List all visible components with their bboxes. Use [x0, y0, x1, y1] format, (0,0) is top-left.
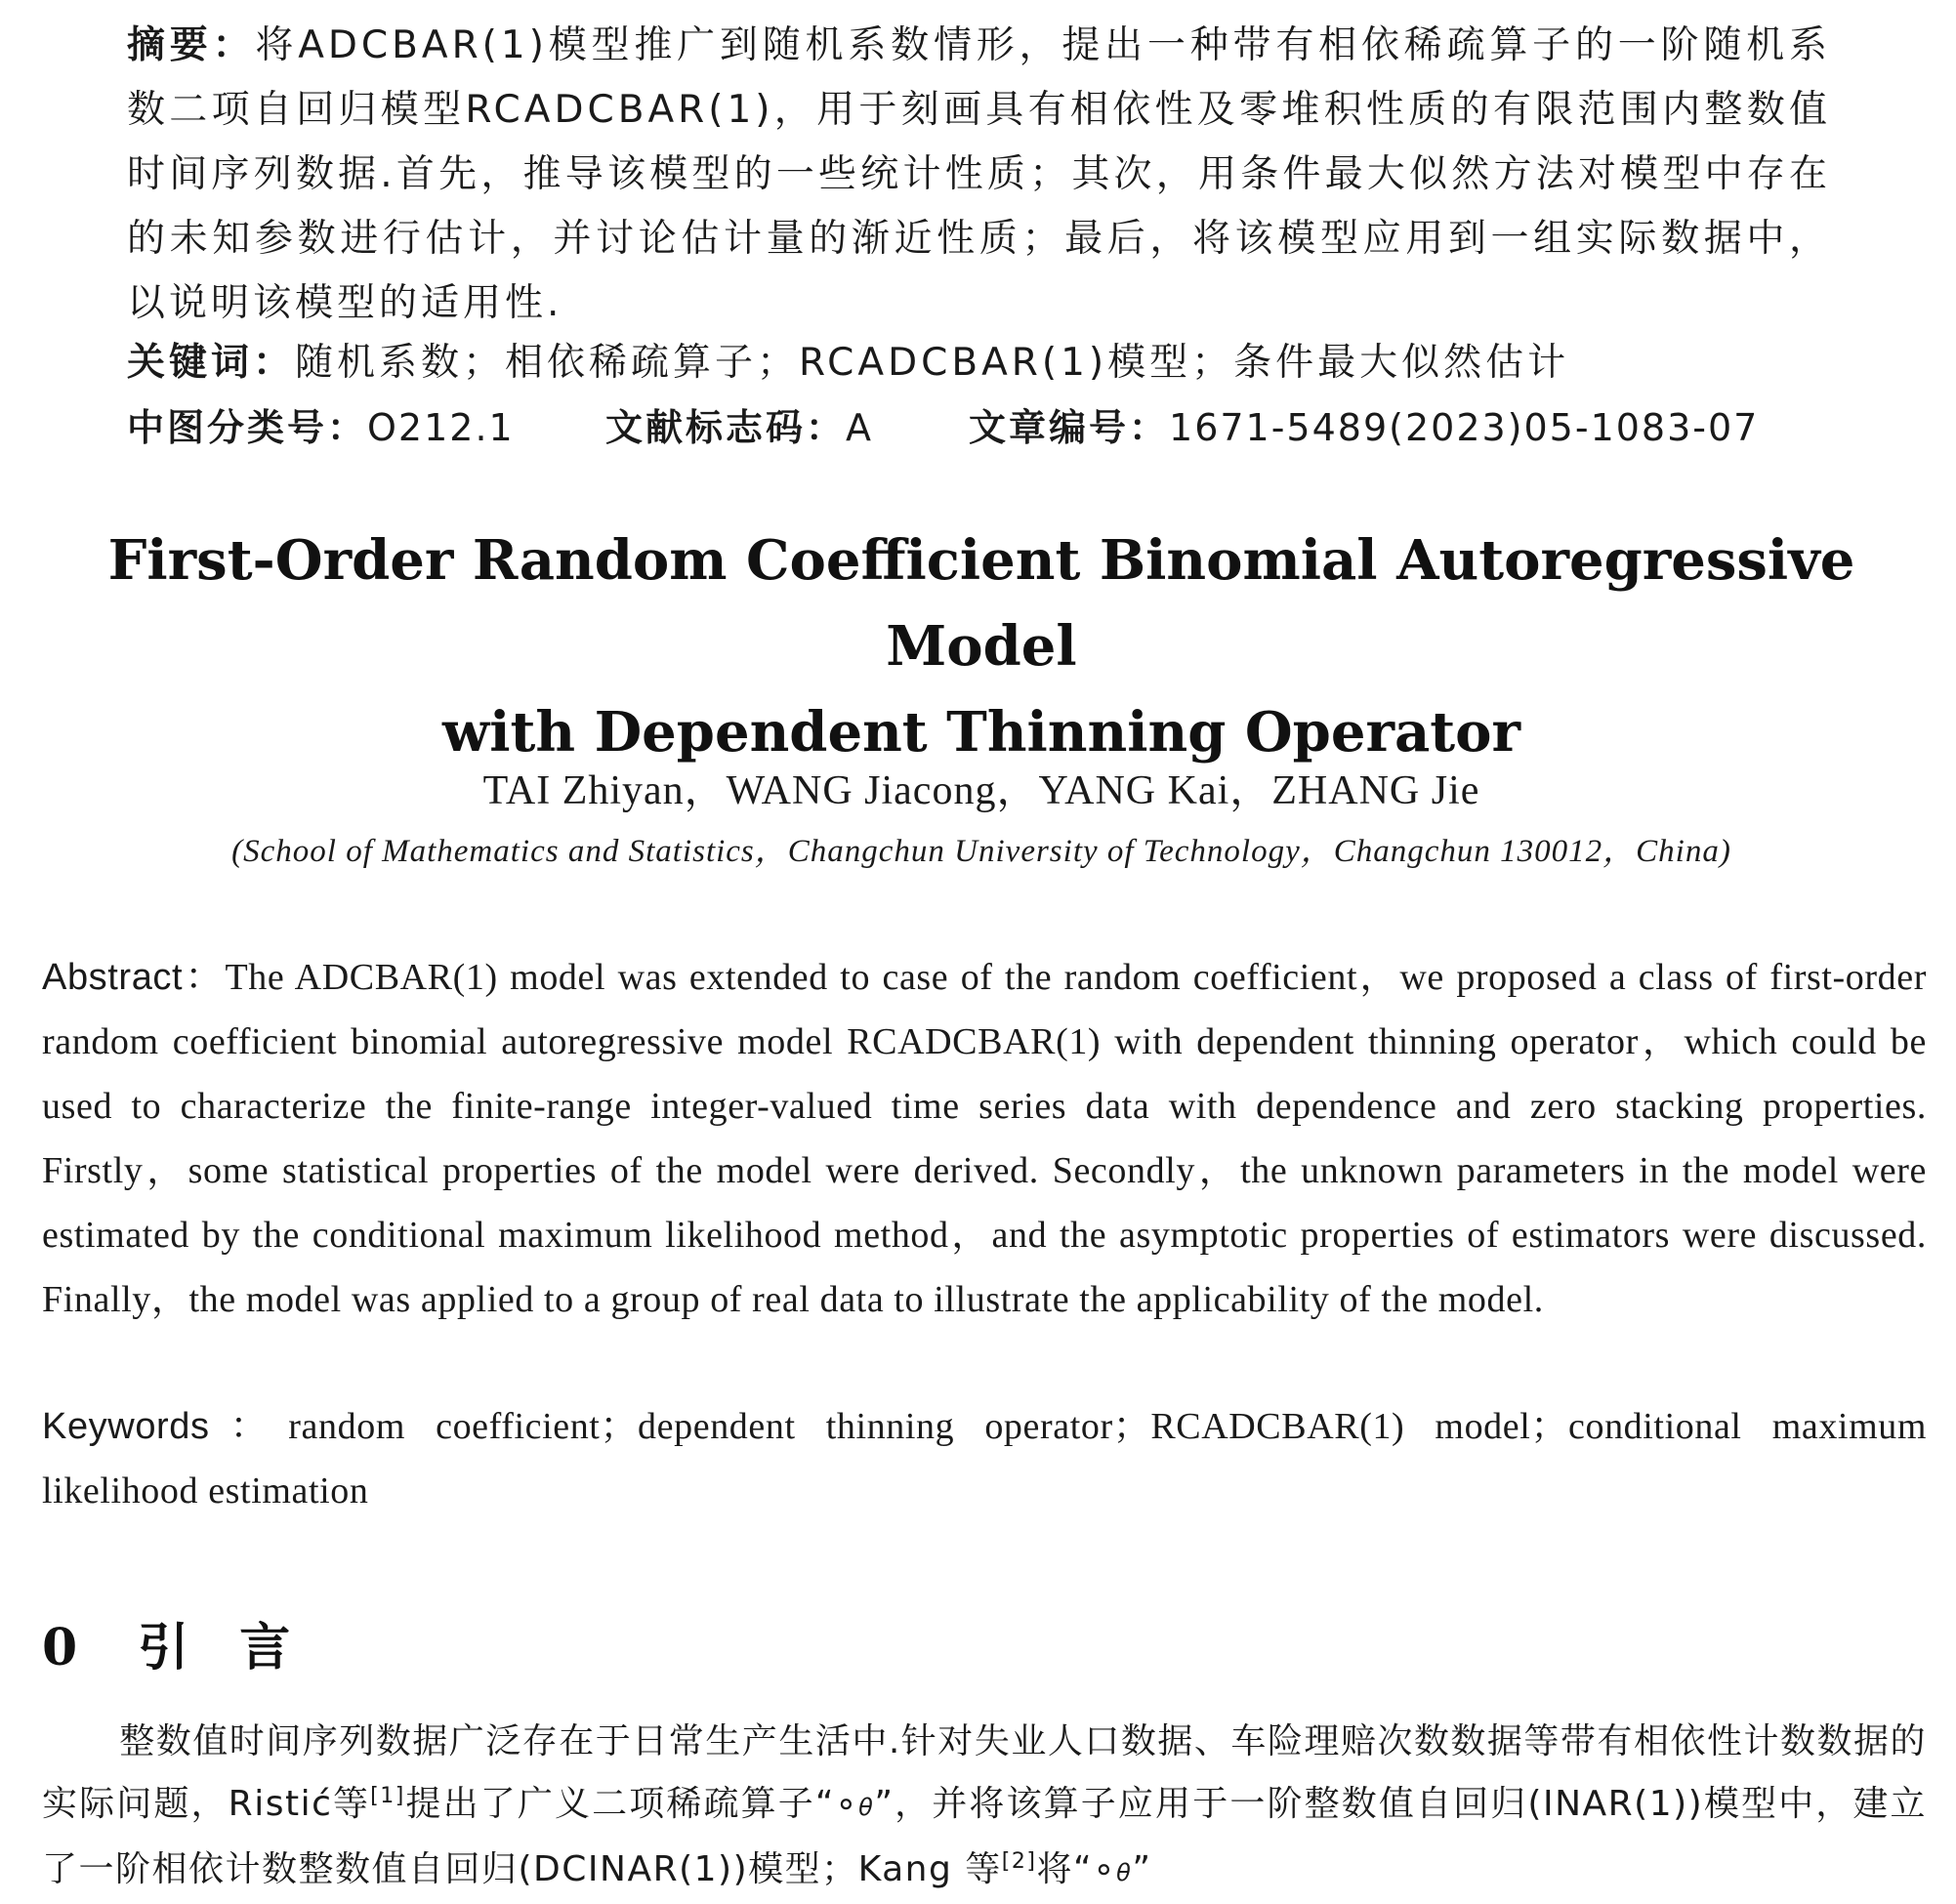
body-text-part-5: ”	[1132, 1849, 1152, 1889]
english-abstract-label: Abstract：	[42, 957, 226, 998]
document-code-value: A	[846, 406, 874, 449]
section-heading-introduction	[42, 1606, 341, 1679]
document-code-label: 文献标志码：	[605, 406, 847, 449]
chinese-abstract	[127, 14, 1831, 336]
section-number: 0	[42, 1618, 78, 1677]
chinese-keywords-label: 关键词：	[127, 341, 296, 385]
thinning-operator-subscript: θ	[858, 1794, 875, 1821]
thinning-operator-subscript: θ	[1116, 1859, 1133, 1886]
english-title-line-2: with Dependent Thinning Operator	[442, 700, 1520, 765]
thinning-operator-symbol: ∘	[835, 1784, 859, 1824]
classification-row	[127, 398, 1831, 457]
english-title	[59, 517, 1904, 775]
section-title: 引言	[138, 1619, 342, 1677]
body-text-part-3: ”，并将该算子应用于一阶整数值自回归(INAR(1))模型中，建立了一阶相依计数整数值自回归(DCINAR(1))模型；Kang 等	[42, 1784, 1927, 1889]
citation-ref-2: [2]	[1001, 1849, 1037, 1874]
english-keywords-label: Keywords：	[42, 1406, 289, 1447]
english-abstract	[42, 945, 1927, 1332]
article-number-value: 1671-5489(2023)05-1083-07	[1169, 406, 1760, 449]
english-authors: TAI Zhiyan，WANG Jiacong，YANG Kai，ZHANG Jie	[482, 768, 1480, 813]
thinning-operator-symbol: ∘	[1093, 1849, 1117, 1889]
body-text-part-4: 将“	[1036, 1849, 1094, 1889]
clc-value: O212.1	[367, 406, 515, 449]
chinese-abstract-label: 摘要：	[127, 23, 256, 67]
article-number-label: 文章编号：	[969, 406, 1170, 449]
article-number	[969, 398, 1759, 457]
body-text-part-1: 整数值时间序列数据广泛存在于日常生产生活中.针对失业人口数据、车险理赔次数数据等带有相依性计数数据的实际问题，Ristić等	[42, 1721, 1927, 1824]
citation-ref-1: [1]	[370, 1784, 405, 1808]
clc-number	[127, 398, 515, 457]
english-title-line-1: First-Order Random Coefficient Binomial Autoregressive Model	[107, 528, 1855, 679]
english-keywords-text: random coefficient；dependent thinning operator；RCADCBAR(1) model；conditional maximum likelihood estimation	[42, 1406, 1927, 1511]
english-affiliation: (School of Mathematics and Statistics，Changchun University of Technology，Changchun 130012，China)	[231, 834, 1731, 869]
english-abstract-text: The ADCBAR(1) model was extended to case of the random coefficient，we proposed a class of first-order random coefficient binomial autoregressive model RCADCBAR(1) with dependent thinning operator，which could be used to characterize the finite-range integer-valued time series data with dependence and zero stacking properties. Firstly，some statistical properties of the model were derived. Secondly，the unknown parameters in the model were estimated by the conditional maximum likelihood method，and the asymptotic properties of estimators were discussed. Finally，the model was applied to a group of real data to illustrate the applicability of the model.	[42, 957, 1927, 1320]
chinese-keywords-text: 随机系数；相依稀疏算子；RCADCBAR(1)模型；条件最大似然估计	[295, 341, 1570, 385]
chinese-abstract-text: 将ADCBAR(1)模型推广到随机系数情形，提出一种带有相依稀疏算子的一阶随机系数二项自回归模型RCADCBAR(1)，用于刻画具有相依性及零堆积性质的有限范围内整数值时间序列数据.首先，推导该模型的一些统计性质；其次，用条件最大似然方法对模型中存在的未知参数进行估计，并讨论估计量的渐近性质；最后，将该模型应用到一组实际数据中，以说明该模型的适用性.	[127, 23, 1831, 325]
english-keywords	[42, 1394, 1927, 1523]
body-text-part-2: 提出了广义二项稀疏算子“	[404, 1784, 836, 1824]
clc-label: 中图分类号：	[127, 406, 368, 449]
introduction-paragraph	[42, 1711, 1927, 1904]
document-code	[605, 398, 873, 457]
chinese-keywords	[127, 334, 1831, 393]
